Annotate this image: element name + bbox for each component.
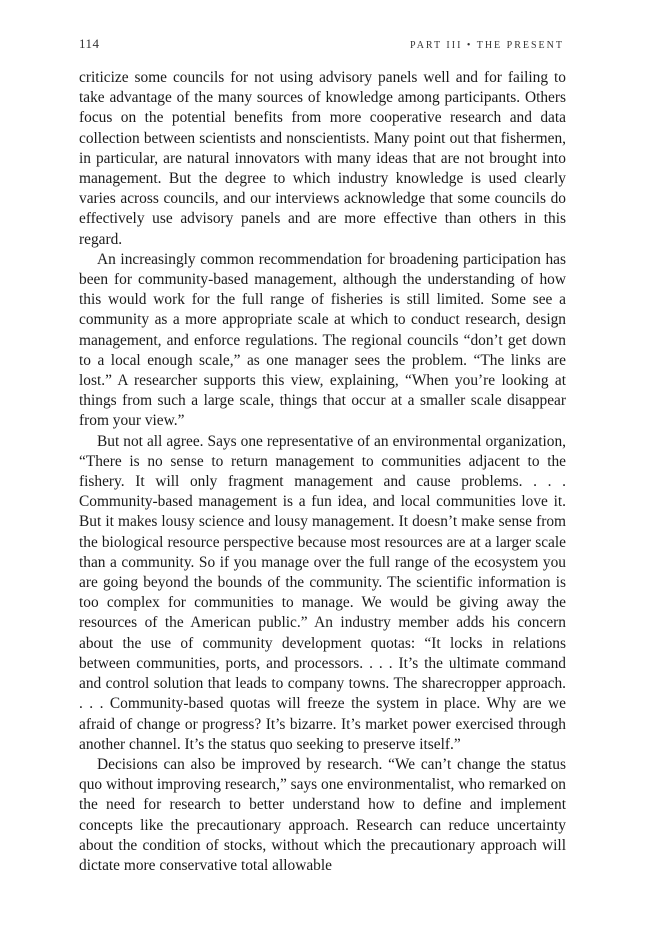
paragraph-4: Decisions can also be improved by research. “We can’t change the status quo without improving research,” says one environmentalist, who remarked on the need for research to better understand how to define and implement concepts like the precautionary approach. Research can reduce uncertainty about the condition of stocks, without which the precautionary approach will dictate more conservative total allowable — [79, 755, 566, 874]
page-number: 114 — [79, 36, 100, 51]
paragraph-2: An increasingly common recommendation for broadening participation has been for community-based management, although the understanding of how this would work for the full range of fisheries is still limited. Some see a community as a more appropriate scale at which to conduct research, design management, and enforce regulations. The regional councils “don’t get down to a local enough scale,” as one manager sees the problem. “The links are lost.” A researcher supports this view, explaining, “When you’re looking at things from such a large scale, things that occur at a smaller scale disappear from your view.” — [79, 250, 566, 430]
running-head — [79, 36, 566, 56]
paragraph-1: criticize some councils for not using advisory panels well and for failing to take advantage of the many sources of knowledge among participants. Others focus on the potential benefits from more cooperative research and data collection between scientists and nonscientists. Many point out that fishermen, in particular, are natural innovators with many ideas that are not brought into management. But the degree to which industry knowledge is used clearly varies across councils, and our interviews acknowledge that some councils do effectively use advisory panels and are more effective than others in this regard. — [79, 69, 566, 248]
running-head-section: PART III • THE PRESENT — [410, 40, 564, 51]
paragraph-3: But not all agree. Says one representative of an environmental organization, “There is no sense to return management to communities adjacent to the fishery. It will only fragment management and cause problems. . . . Community-based management is a fun idea, and local communities love it. But it makes lousy science and lousy management. It doesn’t make sense from the biological resource perspective because most resources are at a larger scale than a community. So if you manage over the full range of the ecosystem you are going beyond the bounds of the community. The scientific information is too complex for communities to manage. We would be giving away the resources of the American public.” An industry member adds his concern about the use of community development quotas: “It locks in relations between communities, ports, and processors. . . . It’s the ultimate command and control solution that leads to company towns. The sharecropper approach. . . . Community-based quotas will freeze the system in place. Why are we afraid of change or progress? It’s bizarre. It’s market power exercised through another channel. It’s the status quo seeking to preserve itself.” — [79, 432, 566, 753]
book-page — [79, 36, 566, 876]
body-text — [79, 68, 566, 876]
